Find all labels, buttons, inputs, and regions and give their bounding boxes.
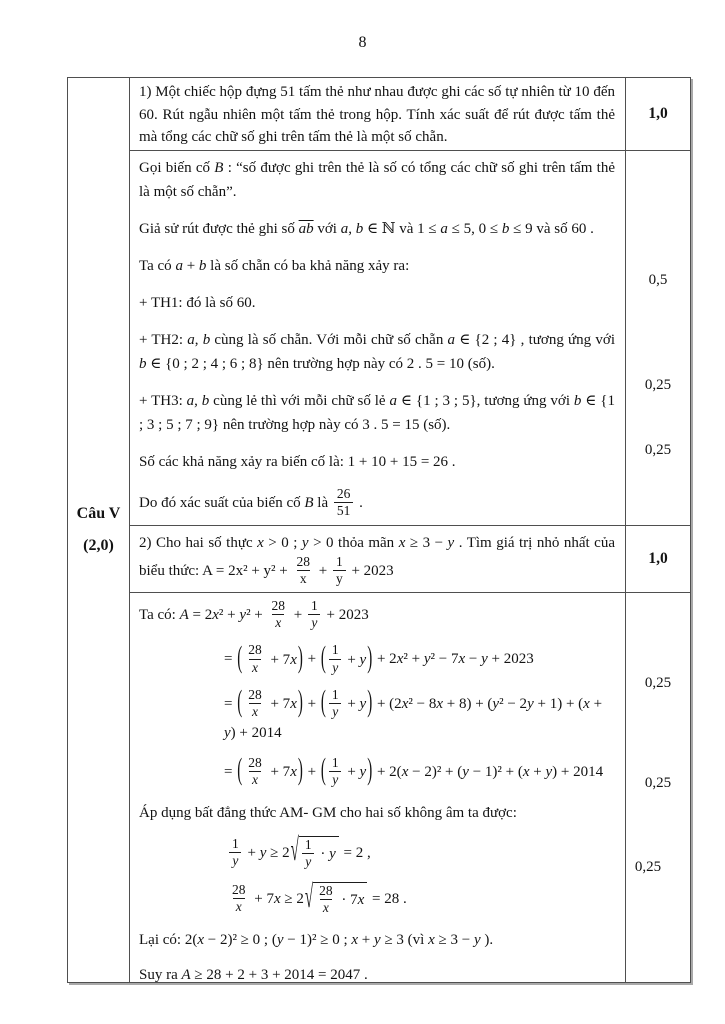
solution-paragraph: = ( $\frac{28}{x}$ + 7x) + ( $\frac{1}{y}$ + y) + 2(x − 2)² + (y − 1)² + (x + y) + 2014 [224,754,604,788]
problem-2-score: 1,0 [648,549,668,567]
solution-2-cell [130,593,625,982]
problem-1-score: 1,0 [648,104,668,122]
page-number: 8 [358,34,367,51]
solution-paragraph: + TH2: a, b cùng là số chẵn. Với mỗi chữ số chẵn a ∈ {2 ; 4} , tương ứng với b ∈ {0 ; 2 ; 4 ; 6 ; 8} nên trường hợp này có 2 . 5 = 10 (số). [139,332,615,372]
score-item: 0,25 [644,442,672,458]
problem-1-cell [130,78,625,151]
problem-1-text: 1) Một chiếc hộp đựng 51 tấm thẻ như nhau được ghi các số tự nhiên từ 10 đến 60. Rút ngẫu nhiên một tấm thẻ trong hộp. Tính xác suất để rút được tấm thẻ mà tổng các chữ số ghi trên tấm thẻ là một số chẵn. [139,84,615,145]
score-item: 0,5 [648,272,668,288]
problem-2-text: 2) Cho hai số thực x > 0 ; y > 0 thỏa mãn x ≥ 3 − y . Tìm giá trị nhỏ nhất của biểu thức: A = 2x² + y² + $\frac{28}{x}$ + $\frac{1}{y}$ + 2023 [139,535,615,587]
solution-paragraph: $\frac{28}{x}$ + 7x ≥ 2 √ $\frac{28}{x}$ · 7x = 28 . [139,882,615,917]
solution-paragraph: Do đó xác suất của biến cố B là $\frac{26}{51}$ . [139,486,363,519]
question-points: (2,0) [83,537,114,554]
solution-paragraph: Suy ra A ≥ 28 + 2 + 3 + 2014 = 2047 . [139,967,368,982]
solution-1-cell [130,151,625,526]
solution-paragraph: Lại có: 2(x − 2)² ≥ 0 ; (y − 1)² ≥ 0 ; x + y ≥ 3 (vì x ≥ 3 − y ). [139,932,494,949]
score-item: 0,25 [644,775,672,791]
solution-paragraph: + TH3: a, b cùng lẻ thì với mỗi chữ số lẻ a ∈ {1 ; 3 ; 5}, tương ứng với b ∈ {1 ; 3 ; 5 ; 7 ; 9} nên trường hợp này có 3 . 5 = 15 (số). [139,393,616,433]
solution-paragraph: = ( $\frac{28}{x}$ + 7x) + ( $\frac{1}{y}$ + y) + 2x² + y² − 7x − y + 2023 [224,641,534,675]
problem-1-score-cell [625,78,690,151]
solution-paragraph: Gọi biến cố B : “số được ghi trên thẻ là số có tổng các chữ số ghi trên tấm thẻ là một số chẵn”. [139,160,616,200]
solution-paragraph: Ta có a + b là số chẵn có ba khả năng xảy ra: [139,258,410,274]
solution-paragraph: = ( $\frac{28}{x}$ + 7x) + ( $\frac{1}{y}$ + y) + (2x² − 8x + 8) + (y² − 2y + 1) + (x + y) + 2014 [224,686,603,742]
problem-2-cell [130,526,625,593]
problem-2-score-cell [625,526,690,593]
score-item: 0,25 [644,675,672,691]
answer-table [67,77,691,983]
score-item: 0,25 [644,377,672,393]
solution-paragraph: Giả sử rút được thẻ ghi số $\overline{ab}$ với a, b ∈ ℕ và 1 ≤ a ≤ 5, 0 ≤ b ≤ 9 và số 60 . [139,221,594,237]
solution-paragraph: Số các khả năng xảy ra biến cố là: 1 + 10 + 15 = 26 . [139,454,456,470]
solution-2-score-cell [625,593,690,982]
question-label-cell [68,78,130,982]
solution-1-score-cell [625,151,690,526]
solution-paragraph: Áp dụng bất đẳng thức AM- GM cho hai số không âm ta được: [139,804,517,821]
solution-paragraph: + TH1: đó là số 60. [139,295,256,311]
solution-paragraph: $\frac{1}{y}$ + y ≥ 2 √ $\frac{1}{y}$ · y = 2 , [139,836,615,871]
question-name: Câu V [76,505,121,522]
solution-paragraph: Ta có: A = 2x² + y² + $\frac{28}{x}$ + $\frac{1}{y}$ + 2023 [139,598,369,631]
score-item: 0,25 [634,859,662,875]
